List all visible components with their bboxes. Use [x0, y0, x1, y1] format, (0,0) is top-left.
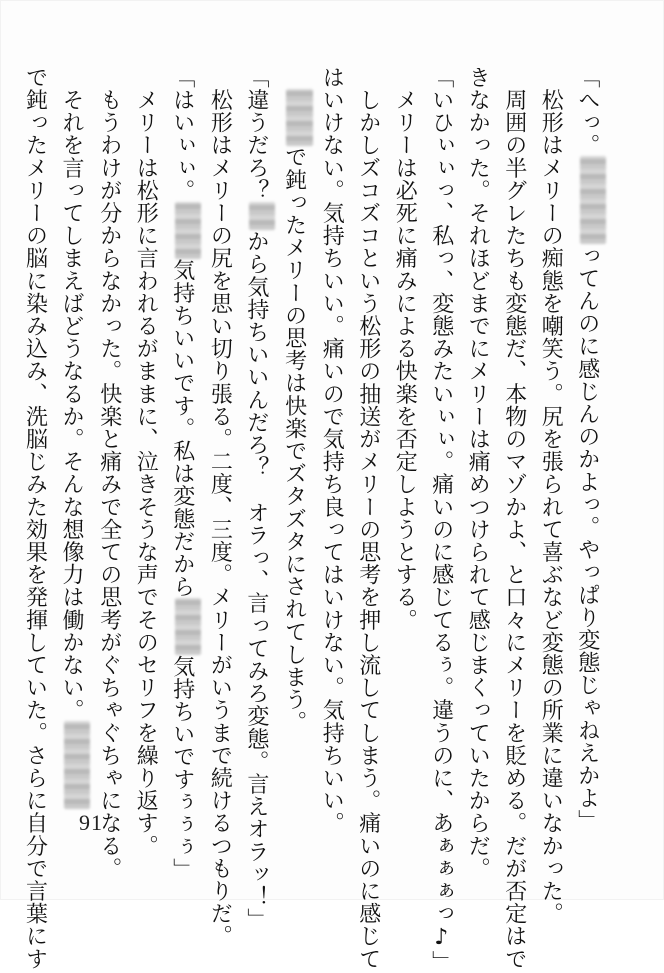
blurred-word [64, 721, 90, 809]
text-line: 松形はメリーの痴態を嘲笑う。尻を張られて喜ぶなど変態の所業に違いなかった。 [538, 66, 564, 925]
text-line: で鈍ったメリーの脳に染み込み、洗脳じみた効果を発揮していた。さらに自分で言葉にす [22, 66, 48, 970]
blurred-word [249, 202, 275, 231]
text-line: メリーは松形に言われるがままに、泣きそうな声でそのセリフを繰り返す。 [133, 66, 159, 857]
text-line: それを言ってしまえばどうなるか。そんな想像力は働かない。 [52, 66, 90, 786]
blurred-word [175, 202, 201, 259]
page-number: 91 [79, 810, 103, 835]
text-line: 「いひぃぃっ、私っ、変態みたいぃぃ。痛いのに感じてるぅ。違うのに、あぁぁぁっ♪」 [428, 66, 454, 973]
text-line: もうわけが分からなかった。快楽と痛みで全ての思考がぐちゃぐちゃになる。 [96, 66, 122, 880]
text-line: 周囲の半グレたちも変態だ、本物のマゾかよ、と口々にメリーを貶める。だが否定はで [501, 66, 527, 970]
blurred-word [580, 156, 606, 244]
text-line: しかしズコズコという松形の抽送がメリーの思考を押し流してしまう。痛いのに感じて [355, 66, 381, 970]
text-line: きなかった。それほどまでにメリーは痛めつけられて感じまくっていたからだ。 [465, 66, 491, 880]
blurred-word [286, 89, 312, 146]
text-line: はいけない。気持ちいい。痛いので気持ち良ってはいけない。気持ちいい。 [319, 66, 345, 835]
text-line: 「違うだろ？から気持ちいいんだろ？ オラっ、言ってみろ変態。言えオラッ！」 [237, 66, 275, 786]
blurred-word [175, 598, 201, 655]
text-line: 松形はメリーの尻を思い切り張る。二度、三度。メリーがいうまで続けるつもりだ。 [207, 66, 233, 948]
text-line: 「はいぃぃ。気持ちいいです。私は変態だから気持ちいですぅぅぅ」 [163, 66, 201, 786]
text-line: で鈍ったメリーの思考は快楽でズタズタにされてしまう。 [275, 66, 313, 786]
text-line: メリーは必死に痛みによる快楽を否定しようとする。 [392, 66, 418, 631]
text-line: 「へっ。ってんのに感じんのかよっ。やっぱり変態じゃねえかよ」 [568, 66, 606, 786]
